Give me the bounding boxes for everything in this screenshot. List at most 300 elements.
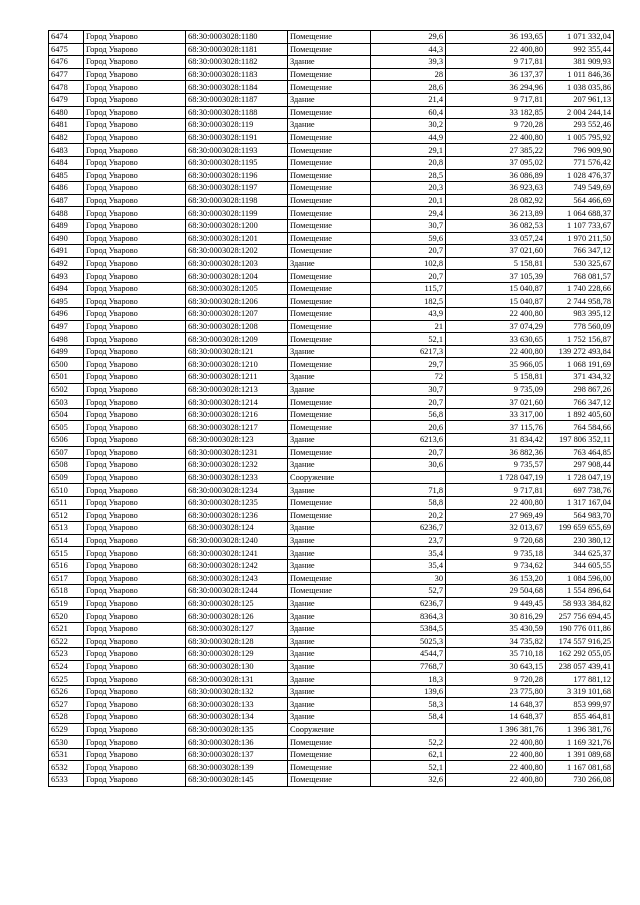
row-number-cell: 6487 [49,194,84,207]
cadastral-number-cell: 68:30:0003028:1180 [186,31,288,44]
area-cell: 182,5 [371,295,446,308]
locality-cell: Город Уварово [84,68,186,81]
row-number-cell: 6527 [49,698,84,711]
cadastral-number-cell: 68:30:0003028:1232 [186,459,288,472]
cadastral-value-cell: 1 740 228,66 [546,282,614,295]
row-number-cell: 6526 [49,685,84,698]
area-cell: 39,3 [371,56,446,69]
specific-value-cell: 37 021,60 [446,396,546,409]
specific-value-cell: 33 182,85 [446,106,546,119]
row-number-cell: 6496 [49,308,84,321]
specific-value-cell: 28 082,92 [446,194,546,207]
object-type-cell: Здание [288,345,371,358]
locality-cell: Город Уварово [84,81,186,94]
area-cell: 52,7 [371,585,446,598]
table-row [49,282,614,295]
area-cell: 52,1 [371,761,446,774]
table-row [49,559,614,572]
specific-value-cell: 33 630,65 [446,333,546,346]
locality-cell: Город Уварово [84,333,186,346]
cadastral-number-cell: 68:30:0003028:1198 [186,194,288,207]
cadastral-number-cell: 68:30:0003028:1231 [186,446,288,459]
cadastral-value-cell: 1 752 156,87 [546,333,614,346]
row-number-cell: 6480 [49,106,84,119]
row-number-cell: 6507 [49,446,84,459]
row-number-cell: 6511 [49,496,84,509]
object-type-cell: Здание [288,534,371,547]
cadastral-value-cell: 768 081,57 [546,270,614,283]
row-number-cell: 6522 [49,635,84,648]
table-row [49,522,614,535]
object-type-cell: Здание [288,93,371,106]
row-number-cell: 6528 [49,711,84,724]
table-row [49,711,614,724]
locality-cell: Город Уварово [84,761,186,774]
specific-value-cell: 22 400,80 [446,308,546,321]
object-type-cell: Помещение [288,245,371,258]
row-number-cell: 6520 [49,610,84,623]
table-row [49,610,614,623]
cadastral-value-cell: 1 391 089,68 [546,748,614,761]
locality-cell: Город Уварово [84,648,186,661]
object-type-cell: Здание [288,610,371,623]
locality-cell: Город Уварово [84,232,186,245]
object-type-cell: Здание [288,459,371,472]
object-type-cell: Здание [288,56,371,69]
cadastral-number-cell: 68:30:0003028:121 [186,345,288,358]
table-row [49,534,614,547]
cadastral-value-cell: 1 084 596,00 [546,572,614,585]
area-cell: 35,4 [371,559,446,572]
area-cell: 18,3 [371,673,446,686]
locality-cell: Город Уварово [84,282,186,295]
specific-value-cell: 34 735,82 [446,635,546,648]
table-row [49,245,614,258]
locality-cell: Город Уварово [84,459,186,472]
cadastral-value-cell: 1 554 896,64 [546,585,614,598]
cadastral-number-cell: 68:30:0003028:1201 [186,232,288,245]
area-cell: 72 [371,371,446,384]
cadastral-value-cell: 771 576,42 [546,156,614,169]
specific-value-cell: 1 728 047,19 [446,471,546,484]
cadastral-value-cell: 1 396 381,76 [546,723,614,736]
cadastral-value-cell: 1 064 688,37 [546,207,614,220]
area-cell: 6217,3 [371,345,446,358]
table-row [49,673,614,686]
cadastral-number-cell: 68:30:0003028:124 [186,522,288,535]
row-number-cell: 6518 [49,585,84,598]
area-cell: 52,1 [371,333,446,346]
cadastral-value-cell: 697 738,76 [546,484,614,497]
specific-value-cell: 9 720,28 [446,673,546,686]
row-number-cell: 6486 [49,182,84,195]
table-row [49,358,614,371]
cadastral-value-cell: 230 380,12 [546,534,614,547]
row-number-cell: 6494 [49,282,84,295]
object-type-cell: Помещение [288,169,371,182]
table-row [49,761,614,774]
cadastral-value-cell: 1 011 846,36 [546,68,614,81]
specific-value-cell: 30 816,29 [446,610,546,623]
area-cell: 6236,7 [371,597,446,610]
table-row [49,194,614,207]
cadastral-number-cell: 68:30:0003028:1195 [186,156,288,169]
object-type-cell: Здание [288,648,371,661]
area-cell: 8364,3 [371,610,446,623]
specific-value-cell: 36 137,37 [446,68,546,81]
row-number-cell: 6529 [49,723,84,736]
cadastral-value-cell: 162 292 055,05 [546,648,614,661]
specific-value-cell: 36 213,89 [446,207,546,220]
cadastral-number-cell: 68:30:0003028:1236 [186,509,288,522]
specific-value-cell: 5 158,81 [446,371,546,384]
table-row [49,270,614,283]
specific-value-cell: 22 400,80 [446,131,546,144]
cadastral-value-cell: 530 325,67 [546,257,614,270]
object-type-cell: Здание [288,711,371,724]
specific-value-cell: 35 430,59 [446,622,546,635]
cadastral-value-cell: 177 881,12 [546,673,614,686]
area-cell: 43,9 [371,308,446,321]
area-cell: 6236,7 [371,522,446,535]
cadastral-value-cell: 344 625,37 [546,547,614,560]
table-row [49,396,614,409]
locality-cell: Город Уварово [84,774,186,787]
row-number-cell: 6493 [49,270,84,283]
table-row [49,597,614,610]
locality-cell: Город Уварово [84,711,186,724]
specific-value-cell: 9 720,28 [446,119,546,132]
area-cell: 102,8 [371,257,446,270]
specific-value-cell: 9 717,81 [446,56,546,69]
table-row [49,81,614,94]
area-cell: 30,7 [371,383,446,396]
locality-cell: Город Уварово [84,93,186,106]
row-number-cell: 6491 [49,245,84,258]
cadastral-value-cell: 766 347,12 [546,245,614,258]
table-row [49,207,614,220]
object-type-cell: Помещение [288,748,371,761]
cadastral-number-cell: 68:30:0003028:127 [186,622,288,635]
specific-value-cell: 22 400,80 [446,496,546,509]
locality-cell: Город Уварово [84,660,186,673]
cadastral-number-cell: 68:30:0003028:136 [186,736,288,749]
locality-cell: Город Уварово [84,446,186,459]
cadastral-value-cell: 1 068 191,69 [546,358,614,371]
cadastral-number-cell: 68:30:0003028:1244 [186,585,288,598]
specific-value-cell: 32 013,67 [446,522,546,535]
cadastral-number-cell: 68:30:0003028:129 [186,648,288,661]
locality-cell: Город Уварово [84,295,186,308]
cadastral-number-cell: 68:30:0003028:130 [186,660,288,673]
locality-cell: Город Уварово [84,434,186,447]
object-type-cell: Здание [288,257,371,270]
row-number-cell: 6519 [49,597,84,610]
table-row [49,295,614,308]
table-row [49,547,614,560]
area-cell: 20,1 [371,194,446,207]
specific-value-cell: 1 396 381,76 [446,723,546,736]
specific-value-cell: 14 648,37 [446,711,546,724]
table-row [49,371,614,384]
object-type-cell: Помещение [288,282,371,295]
object-type-cell: Помещение [288,144,371,157]
cadastral-value-cell: 1 317 167,04 [546,496,614,509]
locality-cell: Город Уварово [84,371,186,384]
row-number-cell: 6530 [49,736,84,749]
object-type-cell: Здание [288,371,371,384]
object-type-cell: Помещение [288,131,371,144]
cadastral-value-cell: 766 347,12 [546,396,614,409]
cadastral-number-cell: 68:30:0003028:128 [186,635,288,648]
locality-cell: Город Уварово [84,245,186,258]
locality-cell: Город Уварово [84,610,186,623]
specific-value-cell: 5 158,81 [446,257,546,270]
row-number-cell: 6516 [49,559,84,572]
area-cell: 29,4 [371,207,446,220]
area-cell: 71,8 [371,484,446,497]
cadastral-value-table-page [48,30,614,787]
locality-cell: Город Уварово [84,270,186,283]
specific-value-cell: 9 717,81 [446,93,546,106]
cadastral-number-cell: 68:30:0003028:1196 [186,169,288,182]
cadastral-number-cell: 68:30:0003028:1210 [186,358,288,371]
row-number-cell: 6495 [49,295,84,308]
cadastral-number-cell: 68:30:0003028:1240 [186,534,288,547]
cadastral-number-cell: 68:30:0003028:1243 [186,572,288,585]
object-type-cell: Помещение [288,219,371,232]
locality-cell: Город Уварово [84,144,186,157]
area-cell: 35,4 [371,547,446,560]
row-number-cell: 6531 [49,748,84,761]
area-cell: 32,6 [371,774,446,787]
row-number-cell: 6509 [49,471,84,484]
locality-cell: Город Уварово [84,547,186,560]
area-cell: 30,6 [371,459,446,472]
row-number-cell: 6475 [49,43,84,56]
cadastral-number-cell: 68:30:0003028:1181 [186,43,288,56]
locality-cell: Город Уварово [84,496,186,509]
object-type-cell: Помещение [288,207,371,220]
row-number-cell: 6497 [49,320,84,333]
locality-cell: Город Уварово [84,31,186,44]
cadastral-number-cell: 68:30:0003028:1241 [186,547,288,560]
area-cell: 20,6 [371,421,446,434]
cadastral-value-cell: 190 776 011,86 [546,622,614,635]
table-row [49,156,614,169]
cadastral-value-cell: 564 983,70 [546,509,614,522]
cadastral-number-cell: 68:30:0003028:1207 [186,308,288,321]
object-type-cell: Сооружение [288,471,371,484]
area-cell: 5025,3 [371,635,446,648]
specific-value-cell: 9 720,68 [446,534,546,547]
specific-value-cell: 37 115,76 [446,421,546,434]
area-cell: 4544,7 [371,648,446,661]
area-cell [371,723,446,736]
row-number-cell: 6477 [49,68,84,81]
object-type-cell: Здание [288,547,371,560]
area-cell: 30,2 [371,119,446,132]
specific-value-cell: 23 775,80 [446,685,546,698]
object-type-cell: Помещение [288,736,371,749]
area-cell: 29,7 [371,358,446,371]
cadastral-value-cell: 207 961,13 [546,93,614,106]
cadastral-value-cell: 197 806 352,11 [546,434,614,447]
locality-cell: Город Уварово [84,522,186,535]
cadastral-number-cell: 68:30:0003028:1202 [186,245,288,258]
table-row [49,748,614,761]
row-number-cell: 6504 [49,408,84,421]
locality-cell: Город Уварово [84,534,186,547]
table-row [49,622,614,635]
cadastral-number-cell: 68:30:0003028:131 [186,673,288,686]
specific-value-cell: 9 735,18 [446,547,546,560]
row-number-cell: 6485 [49,169,84,182]
specific-value-cell: 15 040,87 [446,295,546,308]
area-cell: 21 [371,320,446,333]
object-type-cell: Помещение [288,182,371,195]
specific-value-cell: 22 400,80 [446,748,546,761]
cadastral-number-cell: 68:30:0003028:1187 [186,93,288,106]
row-number-cell: 6482 [49,131,84,144]
area-cell: 6213,6 [371,434,446,447]
object-type-cell: Здание [288,660,371,673]
cadastral-number-cell: 68:30:0003028:1233 [186,471,288,484]
object-type-cell: Помещение [288,446,371,459]
table-row [49,736,614,749]
specific-value-cell: 22 400,80 [446,345,546,358]
cadastral-number-cell: 68:30:0003028:1234 [186,484,288,497]
object-type-cell: Здание [288,434,371,447]
row-number-cell: 6523 [49,648,84,661]
table-row [49,106,614,119]
area-cell: 58,3 [371,698,446,711]
object-type-cell: Помещение [288,320,371,333]
area-cell: 56,8 [371,408,446,421]
table-row [49,685,614,698]
specific-value-cell: 36 882,36 [446,446,546,459]
specific-value-cell: 37 105,39 [446,270,546,283]
row-number-cell: 6500 [49,358,84,371]
cadastral-number-cell: 68:30:0003028:1213 [186,383,288,396]
table-body [49,31,614,787]
object-type-cell: Помещение [288,68,371,81]
cadastral-value-cell: 293 552,46 [546,119,614,132]
table-row [49,471,614,484]
area-cell: 139,6 [371,685,446,698]
locality-cell: Город Уварово [84,585,186,598]
cadastral-number-cell: 68:30:0003028:1200 [186,219,288,232]
table-row [49,219,614,232]
row-number-cell: 6521 [49,622,84,635]
locality-cell: Город Уварово [84,622,186,635]
locality-cell: Город Уварово [84,685,186,698]
locality-cell: Город Уварово [84,194,186,207]
area-cell: 20,3 [371,182,446,195]
object-type-cell: Помещение [288,106,371,119]
cadastral-value-cell: 730 266,08 [546,774,614,787]
row-number-cell: 6524 [49,660,84,673]
table-row [49,182,614,195]
locality-cell: Город Уварово [84,257,186,270]
specific-value-cell: 35 966,05 [446,358,546,371]
cadastral-number-cell: 68:30:0003028:1209 [186,333,288,346]
cadastral-value-cell: 238 057 439,41 [546,660,614,673]
specific-value-cell: 9 717,81 [446,484,546,497]
cadastral-value-cell: 1 728 047,19 [546,471,614,484]
object-type-cell: Помещение [288,408,371,421]
area-cell: 23,7 [371,534,446,547]
table-row [49,169,614,182]
cadastral-value-cell: 298 867,26 [546,383,614,396]
table-row [49,345,614,358]
cadastral-value-cell: 257 756 694,45 [546,610,614,623]
cadastral-number-cell: 68:30:0003028:133 [186,698,288,711]
row-number-cell: 6515 [49,547,84,560]
cadastral-value-cell: 58 933 384,82 [546,597,614,610]
cadastral-number-cell: 68:30:0003028:139 [186,761,288,774]
row-number-cell: 6478 [49,81,84,94]
locality-cell: Город Уварово [84,308,186,321]
cadastral-number-cell: 68:30:0003028:1206 [186,295,288,308]
row-number-cell: 6484 [49,156,84,169]
area-cell: 28,6 [371,81,446,94]
table-row [49,774,614,787]
row-number-cell: 6476 [49,56,84,69]
table-row [49,421,614,434]
cadastral-value-cell: 1 892 405,60 [546,408,614,421]
specific-value-cell: 14 648,37 [446,698,546,711]
table-row [49,459,614,472]
cadastral-number-cell: 68:30:0003028:1191 [186,131,288,144]
locality-cell: Город Уварово [84,471,186,484]
cadastral-value-cell: 763 464,85 [546,446,614,459]
specific-value-cell: 22 400,80 [446,774,546,787]
locality-cell: Город Уварово [84,572,186,585]
object-type-cell: Здание [288,383,371,396]
cadastral-value-cell: 3 319 101,68 [546,685,614,698]
specific-value-cell: 36 082,53 [446,219,546,232]
specific-value-cell: 22 400,80 [446,43,546,56]
table-row [49,585,614,598]
table-row [49,308,614,321]
specific-value-cell: 37 021,60 [446,245,546,258]
cadastral-value-table [48,30,614,787]
table-row [49,509,614,522]
area-cell: 44,3 [371,43,446,56]
object-type-cell: Помещение [288,585,371,598]
object-type-cell: Здание [288,119,371,132]
area-cell: 30,7 [371,219,446,232]
row-number-cell: 6508 [49,459,84,472]
object-type-cell: Помещение [288,232,371,245]
cadastral-number-cell: 68:30:0003028:1199 [186,207,288,220]
object-type-cell: Помещение [288,496,371,509]
cadastral-number-cell: 68:30:0003028:1216 [186,408,288,421]
cadastral-value-cell: 1 167 081,68 [546,761,614,774]
cadastral-value-cell: 2 744 958,78 [546,295,614,308]
locality-cell: Город Уварово [84,736,186,749]
row-number-cell: 6501 [49,371,84,384]
object-type-cell: Помещение [288,761,371,774]
object-type-cell: Помещение [288,774,371,787]
specific-value-cell: 9 735,09 [446,383,546,396]
cadastral-number-cell: 68:30:0003028:1208 [186,320,288,333]
table-row [49,648,614,661]
object-type-cell: Здание [288,522,371,535]
specific-value-cell: 29 504,68 [446,585,546,598]
area-cell: 44,9 [371,131,446,144]
